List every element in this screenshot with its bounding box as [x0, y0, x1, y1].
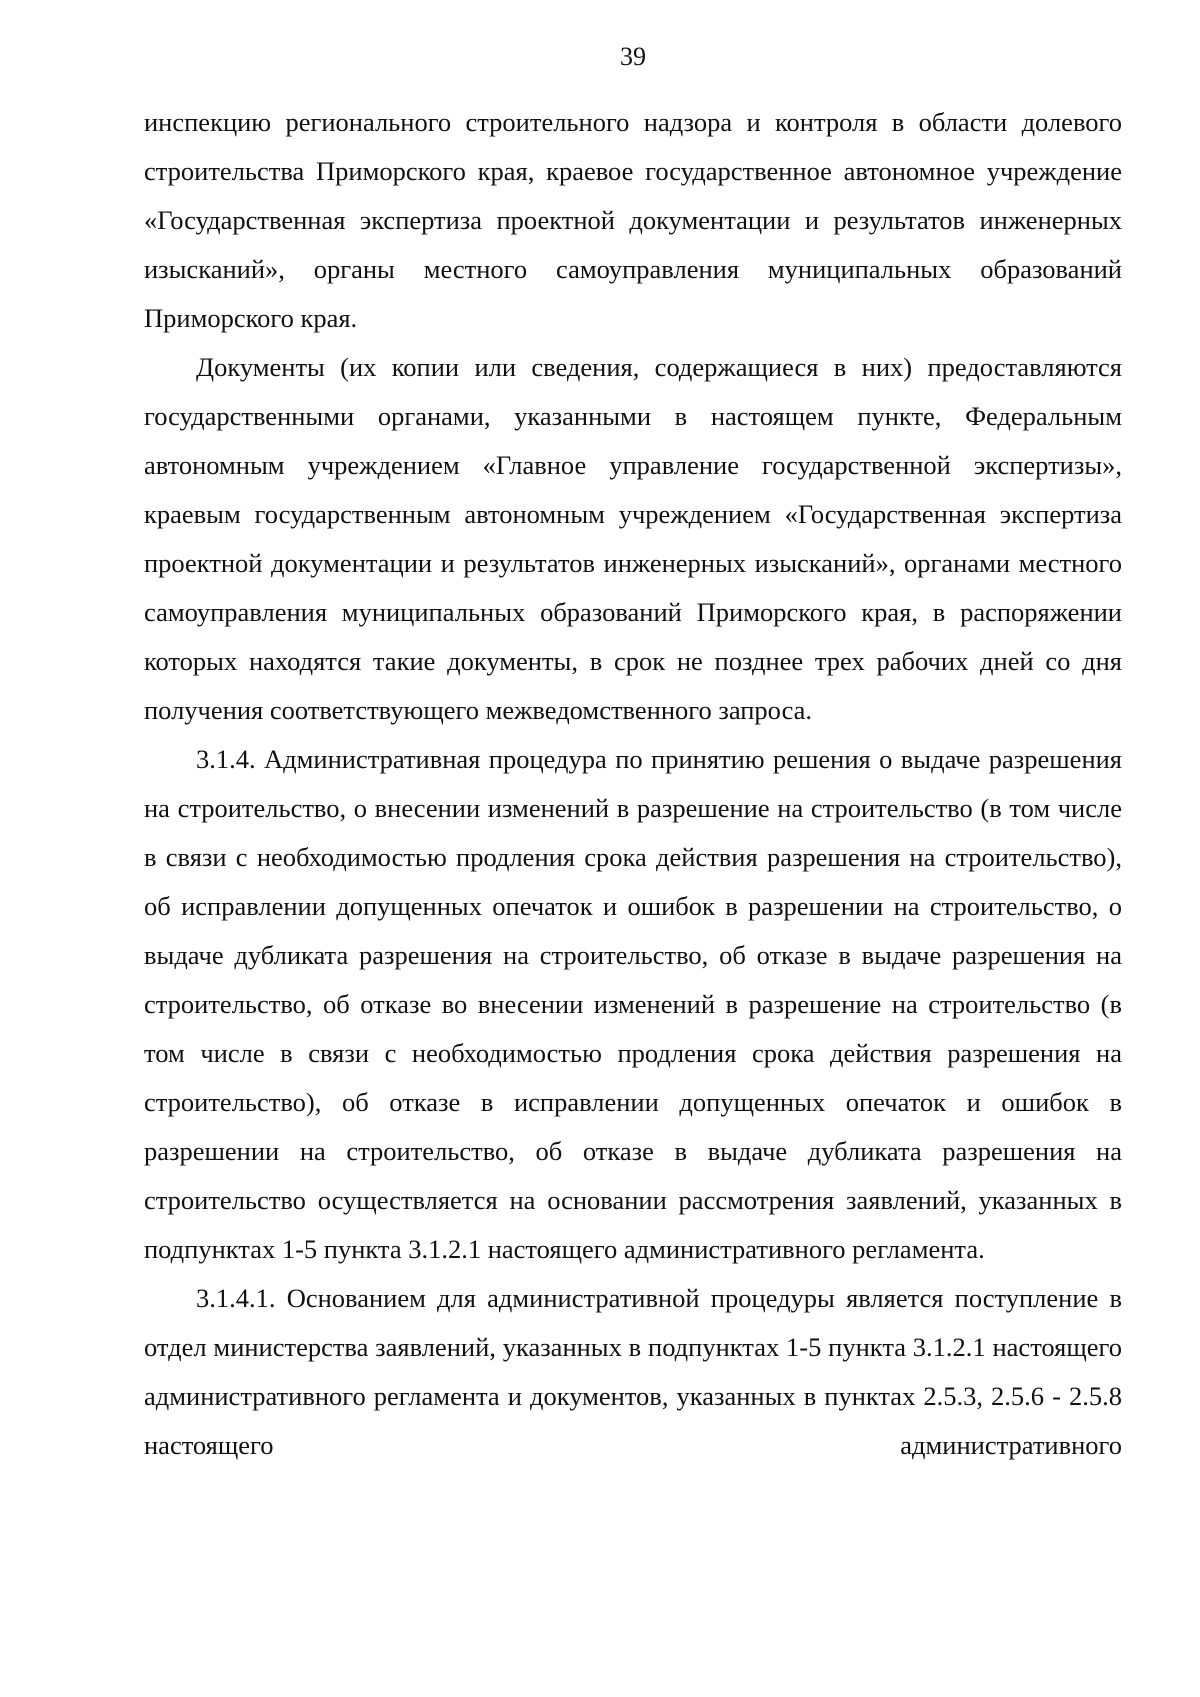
paragraph-section-3-1-4: 3.1.4. Административная процедура по принятию решения о выдаче разрешения на строительство, о внесении изменений в разрешение на строительство (в том числе в связи с необходимостью продления срока действия разрешения на строительство), об исправлении допущенных опечаток и ошибок в разрешении на строительство, о выдаче дубликата разрешения на строительство, об отказе в выдаче разрешения на строительство, об отказе во внесении изменений в разрешение на строительство (в том числе в связи с необходимостью продления срока действия разрешения на строительство), об отказе в исправлении допущенных опечаток и ошибок в разрешении на строительство, об отказе в выдаче дубликата разрешения на строительство осуществляется на основании рассмотрения заявлений, указанных в подпунктах 1-5 пункта 3.1.2.1 настоящего административного регламента. — [144, 744, 1122, 1264]
document-body — [144, 98, 1122, 1470]
page-number: 39 — [620, 42, 646, 71]
paragraph-continuation: инспекцию регионального строительного надзора и контроля в области долевого строительства Приморского края, краевое государственное автономное учреждение «Государственная экспертиза проектной документации и результатов инженерных изысканий», органы местного самоуправления муниципальных образований Приморского края. — [144, 107, 1122, 333]
paragraph-section-3-1-4-1: 3.1.4.1. Основанием для административной процедуры является поступление в отдел министерства заявлений, указанных в подпунктах 1-5 пункта 3.1.2.1 настоящего административного регламента и документов, указанных в пунктах 2.5.3, 2.5.6 - 2.5.8 настоящего административного — [144, 1283, 1122, 1460]
paragraph-documents: Документы (их копии или сведения, содержащиеся в них) предоставляются государственными органами, указанными в настоящем пункте, Федеральным автономным учреждением «Главное управление государственной экспертизы», краевым государственным автономным учреждением «Государственная экспертиза проектной документации и результатов инженерных изысканий», органами местного самоуправления муниципальных образований Приморского края, в распоряжении которых находятся такие документы, в срок не позднее трех рабочих дней со дня получения соответствующего межведомственного запроса. — [144, 352, 1122, 725]
